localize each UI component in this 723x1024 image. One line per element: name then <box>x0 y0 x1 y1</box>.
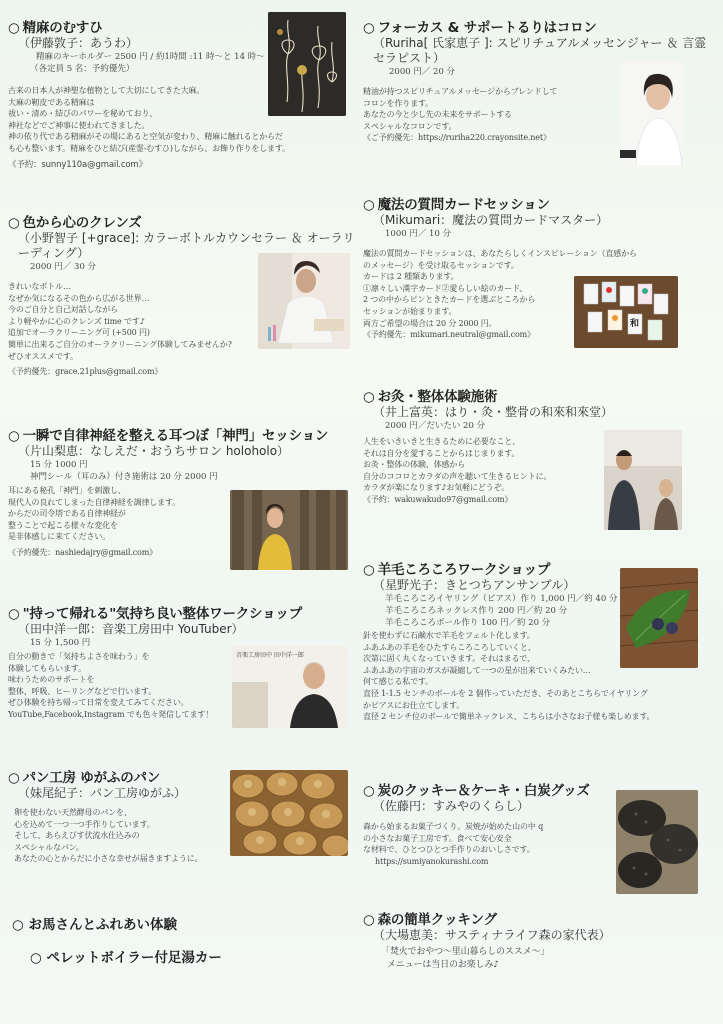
section-price: 羊毛ころころボール作り 100 円／約 20 分 <box>385 618 551 628</box>
section-title: ○ "持って帰れる"気持ち良い整体ワークショップ <box>8 606 302 622</box>
charcoal-cookie-photo <box>616 790 698 894</box>
section-host: （田中洋一郎：音楽工房田中 YouTuber） <box>18 622 244 636</box>
section-host: （小野智子 [+grace]: カラーボトルカウンセラー ＆ オーラリーディング） <box>18 231 355 260</box>
section-price: 15 分 1000 円 <box>30 460 88 470</box>
color-bottle-photo <box>258 253 350 349</box>
section-body: 自分の動きで「気持ちよさを味わう」を 体験してもらいます。 味わうためのサポートを 整体、呼吸、ヒーリングなどで行います。 ぜひ体験を持ち帰って日常を変えてみてください。 YouTube,Facebook,Instagram でも色々発信してます！ <box>8 652 214 719</box>
section-title: ○ 色から心のクレンズ <box>8 215 142 231</box>
section-host: （Ruriha[ 氏家恵子 ]: スピリチュアルメッセンジャー ＆ 言霊セラピスト） <box>373 36 707 65</box>
section-body: 魔法の質問カードセッションは、あなたらしくインスピレーション（直感から のメッセージ）を受け取るセッションです。 カードは 2 種類あります。 ①凛々しい漢字カード②愛らしい絵のカード、 2 つの中からピンときたカードを選ぶところから セッションが始まります。 両方ご希望の場合は 20 分 2000 円。 《予約優先：mikumari.neutral@gmail.com》 <box>363 249 637 340</box>
section-host: （井上富英：はり・灸・整骨の和來和來堂） <box>373 405 614 419</box>
section-title: ○ 炭のクッキー＆ケーキ・白炭グッズ <box>363 783 590 799</box>
hemp-knot-photo <box>268 12 346 116</box>
section-host: （妹尾紀子：パン工房ゆがふ） <box>18 786 187 800</box>
section-host: （大場恵美：サスティナライフ森の家代表） <box>373 928 611 942</box>
section-title: ○ 一瞬で自律神経を整える耳つぼ「神門」セッション <box>8 428 329 444</box>
section-price: 羊毛ころころネックレス作り 200 円／約 20 分 <box>385 606 568 616</box>
section-title: ○ 精麻のむすひ <box>8 20 103 36</box>
section-body: 森から始まるお菓子づくり。炭焼が始めた山の中 q の小さなお菓子工房です。食べて安心安全 な材料で、ひとつひとつ手作りのおいしさです。 https://sumiyanokurashi.com <box>363 822 544 866</box>
ear-acupoint-photo <box>230 490 348 570</box>
section-body: 卵を使わない天然酵母のパンを、 心を込めて一つ一つ手作りしています。 そして、あらえびす伏流水仕込みの スペシャルなパン。 あなたの心とからだに小さな幸せが届きますように。 <box>14 808 203 864</box>
section-body: 「焚火でおやつ～里山暮らしのススメ～」 メニューは当日のお楽しみ♪ <box>381 947 550 970</box>
section-body: きれいなボトル… なぜか気になるその色から広がる世界… 今のご自分と自己対話しながら より軽やかに心のクレンズ time です♪ 追加でオーラクリーニング可 (+500 円) 簡単に出来るご自分のオーラクリーニング体験してみませんか? ぜひオススメです。 《予約優先：grace.21plus@gmail.com》 <box>8 282 232 377</box>
colon-portrait-photo <box>620 62 684 166</box>
section-price: 神門シール（耳のみ）付き施術は 20 分 2000 円 <box>30 472 218 482</box>
section-price: 精麻のキーホルダー 2500 円 / 約1時間 :11 時～と 14 時～ <box>36 52 265 62</box>
section-price: 2000 円／ 30 分 <box>30 262 97 272</box>
section-host: （Mikumari：魔法の質問カードマスター） <box>373 213 609 227</box>
section-title: ○ お灸・整体体験施術 <box>363 389 498 405</box>
section-price: 15 分 1,500 円 <box>30 638 91 648</box>
section-price: 2000 円／だいたい 20 分 <box>385 421 486 431</box>
section-host: （片山梨恵：なしえだ・おうちサロン holoholo） <box>18 444 290 458</box>
section-host: （伊藤敦子：あうわ） <box>18 36 139 50</box>
section-price: 羊毛ころころイヤリング（ピアス）作り 1,000 円／約 40 分 <box>385 594 618 604</box>
section-price: （各定員 5 名：予約優先） <box>30 64 135 74</box>
section-title: ○ フォーカス & サポートるりはコロン <box>363 20 597 36</box>
wool-ball-photo <box>620 568 698 668</box>
section-body: 針を使わずに石鹸水で羊毛をフェルト化します。 ふあふあの羊毛をひたすらころころしていくと、 次第に固く丸くなっていきます。それはまるで、 ふあふあの宇宙のガスが凝縮して一つの星が出来ていくみたい… 何て感じる私です。 直径 1-1.5 センチのボールを 2 個作っていただき、そのあとこちらでイヤリング かピアスにお仕立てします。 直径 2 センチ位のボールで簡単ネックレス、こちらは小さなお子様も楽しめます。 <box>363 631 655 722</box>
section-title: ○ 羊毛ころころワークショップ <box>363 562 551 578</box>
bread-photo <box>230 770 348 856</box>
section-forest-cooking <box>363 912 715 972</box>
section-price: 2000 円／ 20 分 <box>389 67 456 77</box>
section-title: ○ 森の簡単クッキング <box>363 912 497 928</box>
section-host: （佐藤円：すみやのくらし） <box>373 799 530 813</box>
section-host: （星野光子：きとつちアンサンブル） <box>373 578 576 592</box>
seitai-workshop-photo: 音楽工房田中 田中洋一郎 <box>232 646 348 728</box>
section-body: 人生をいきいきと生きるために必要なこと、 それは自分を愛することからはじまります。 お灸・整体の体験、体感から 自分のココロとカラダの声を聴いて生きるヒントに。 カラダが楽になります♪お気軽にどうぞ。 《予約：wakuwakudo97@gmail.com》 <box>363 437 552 504</box>
section-body: 精油が持つスピリチュアルメッセージからブレンドして コロンを作ります。 あなたの今と少し先の未来をサポートする スペシャルなコロンです。 《ご予約優先：https://ruriha220.crayonsite.net》 <box>363 87 558 143</box>
section-horse: ○ お馬さんとふれあい体験 <box>12 917 177 933</box>
section-body: 古来の日本人が神聖な植物として大切にしてきた大麻。 大麻の靭皮である精麻は 祓い・清め・結びのパワーを秘めており、 神社などでご神事に使われてきました。 神の依り代である精麻がその場にあると空気が変わり、精麻に触れるとからだ も心も整います。精麻をひと結び(産霊-むすひ)しながら、お飾り作りをします。 《予約：sunny110a@gmail.com》 <box>8 86 290 170</box>
question-cards-photo: 和 <box>574 276 678 348</box>
section-footbath: ○ ペレットボイラー付足湯カー <box>30 950 222 966</box>
section-body: 耳にある秘孔「神門」を刺激し、 現代人の良れてしまった自律神経を調律します。 からだの司令塔である自律神経が 整うことで起こる様々な変化を 是非体感しに来てください。 《予約優先：nashiedajry@gmail.com》 <box>8 486 181 557</box>
section-title: ○ パン工房 ゆがふのパン <box>8 770 161 786</box>
moxibustion-photo <box>604 430 682 530</box>
section-title: ○ 魔法の質問カードセッション <box>363 197 550 213</box>
section-price: 1000 円／ 10 分 <box>385 229 452 239</box>
